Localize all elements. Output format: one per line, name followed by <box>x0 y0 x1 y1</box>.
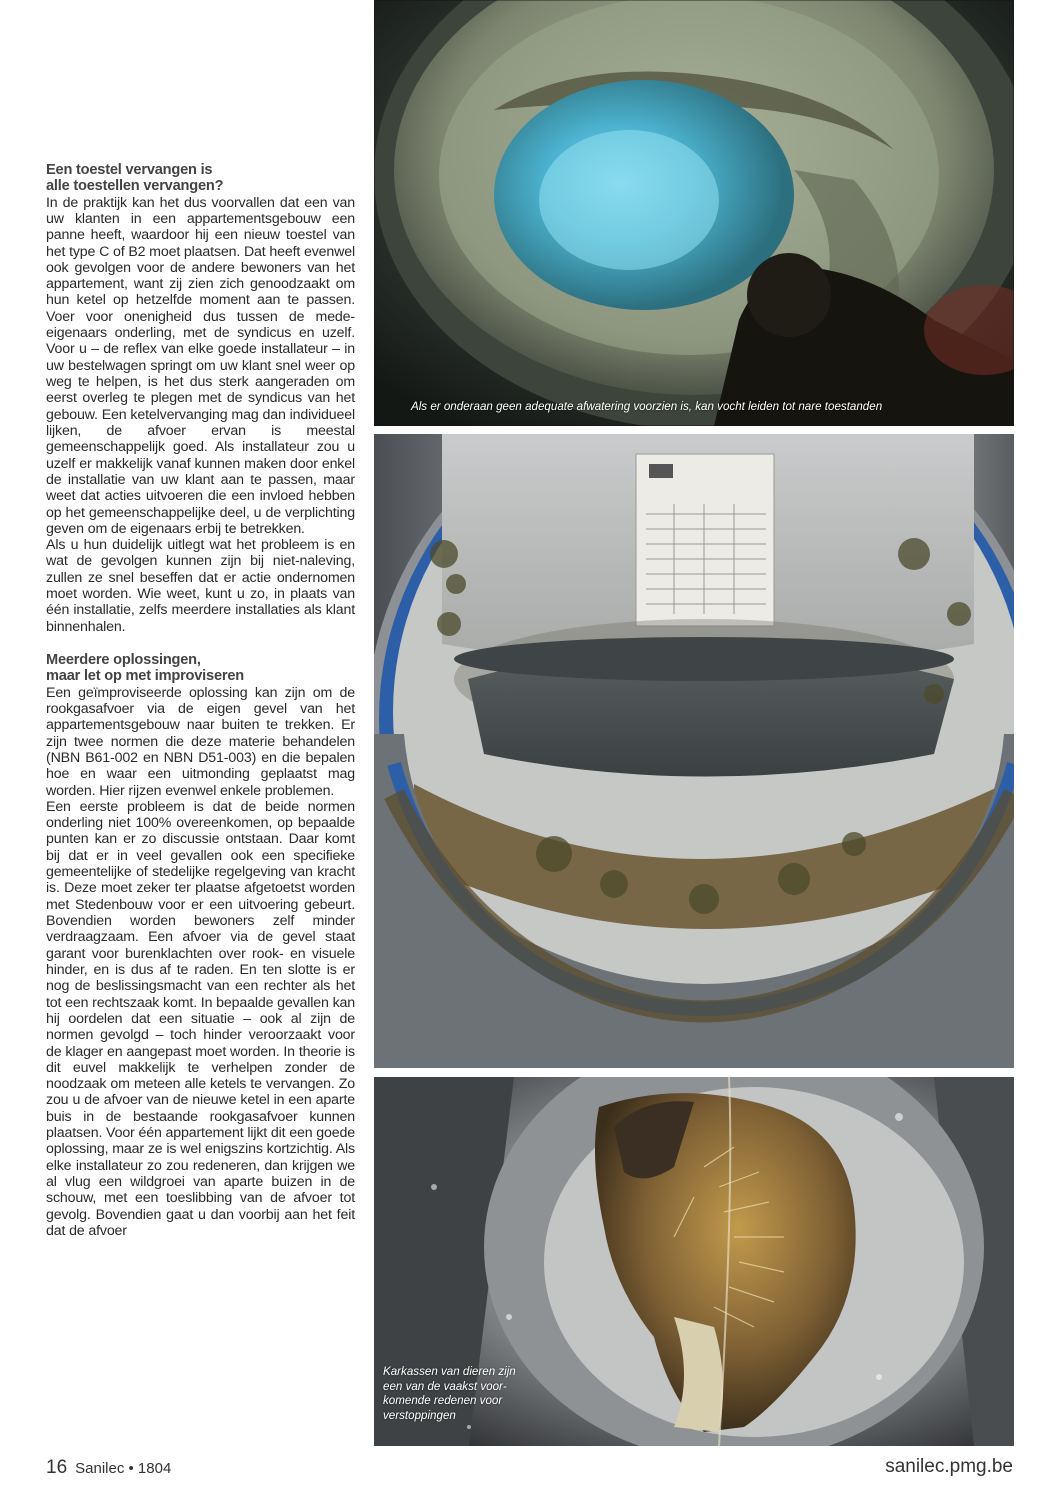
page-number: 16 <box>46 1457 68 1478</box>
photo-flue-water <box>374 434 1014 1068</box>
section-heading-2-line1: Meerdere oplossingen, <box>46 652 201 669</box>
paragraph: Een geïmproviseerde oplossing kan zijn om de rookgasafvoer via de eigen gevel van het appartementsgebouw naar buiten te trekken. Er zijn twee normen die deze materie behandelen (NBN B61-002 en NBN D51-003) en die bepalen hoe en waar een uitmonding geplaatst mag worden. Hier rijzen evenwel enkele problemen. <box>46 684 355 799</box>
page-folio <box>46 1457 171 1479</box>
photo-animal-carcass <box>374 1077 1014 1446</box>
photo-flue-moisture <box>374 0 1014 426</box>
section-heading-1 <box>46 162 355 195</box>
section-heading-2 <box>46 652 355 685</box>
photo-caption: Als er onderaan geen adequate afwatering voorzien is, kan vocht leiden tot nare toestanden <box>411 400 883 413</box>
photo-flue-moisture-image <box>374 0 1014 426</box>
paragraph: Als u hun duidelijk uitlegt wat het probleem is en wat de gevolgen kunnen zijn bij niet-naleving, zullen ze snel beseffen dat er actie ondernomen moet worden. Wie weet, kunt u zo, in plaats van één installatie, zelfs meerdere installaties als klant binnenhalen. <box>46 537 355 635</box>
article-column <box>46 162 355 1239</box>
paragraph: In de praktijk kan het dus voorvallen dat een van uw klanten in een appartementsgebouw een panne heeft, waardoor hij een nieuw toestel van het type C of B2 moet plaatsen. Dat heeft evenwel ook gevolgen voor de andere bewoners van het appartement, want zij zien zich genoodzaakt om hun ketel op hetzelfde moment aan te passen. Voer voor onenigheid dus tussen de mede-eigenaars onderling, met de syndicus en uzelf. Voor u – de reflex van elke goede installateur – in uw bestelwagen springt om uw klant snel weer op weg te helpen, is het dus sterk aangeraden om eerst overleg te plegen met de syndicus van het gebouw. Een ketelvervanging mag dan individueel lijken, de afvoer ervan is meestal gemeenschappelijk goed. Als installateur zou u uzelf er makkelijk vanaf kunnen maken door enkel de installatie van uw klant aan te passen, maar weet dat acties uitvoeren die een invloed hebben op het gemeenschappelijke deel, u de verplichting geven om de eigenaars erbij te betrekken. <box>46 194 355 537</box>
photo-caption: Karkassen van dieren zijn een van de vaakst voorkomende redenen voor verstoppingen <box>383 1365 516 1422</box>
magazine-issue: Sanilec • 1804 <box>75 1460 172 1477</box>
paragraph: Een eerste probleem is dat de beide normen onderling niet 100% overeenkomen, op bepaalde punten kan er zo discussie ontstaan. Daar komt bij dat er in veel gevallen ook een specifieke gemeentelijke of stedelijke regelgeving van kracht is. Deze moet zeker ter plaatse afgetoetst worden met Stedenbouw voor er een uitvoering gebeurt. Bovendien worden bewoners zelf minder verdraagzaam. Een afvoer via de gevel staat garant voor burenklachten over rook- en visuele hinder, en is dus af te raden. En ten slotte is er nog de beslissingsmacht van een rechter als het tot een rechtszaak komt. In bepaalde gevallen kan hij oordelen dat een situatie – ook al zijn de normen gevolgd – toch hinder veroorzaakt voor de klager en aangepast moet worden. In theorie is dit euvel makkelijk te verhelpen zonder de noodzaak om meteen alle ketels te vervangen. Zo zou u de afvoer van de nieuwe ketel in een aparte buis in de bestaande rookgasafvoer kunnen plaatsen. Voor één appartement lijkt dit een goede oplossing, maar ze is wel enigszins kortzichtig. Als elke installateur zo zou redeneren, dan krijgen we al vlug een wildgroei van aparte buizen in de schouw, met een toeslibbing van de afvoer tot gevolg. Bovendien gaat u dan voorbij aan het feit dat de afvoer <box>46 798 355 1239</box>
section-heading-1-line1: Een toestel vervangen is <box>46 162 213 178</box>
photo-flue-water-image <box>374 434 1014 1068</box>
section-heading-2-line2: maar let op met improviseren <box>46 668 244 685</box>
website-url: sanilec.pmg.be <box>885 1456 1013 1477</box>
section-heading-1-line2: alle toestellen vervangen? <box>46 178 224 195</box>
